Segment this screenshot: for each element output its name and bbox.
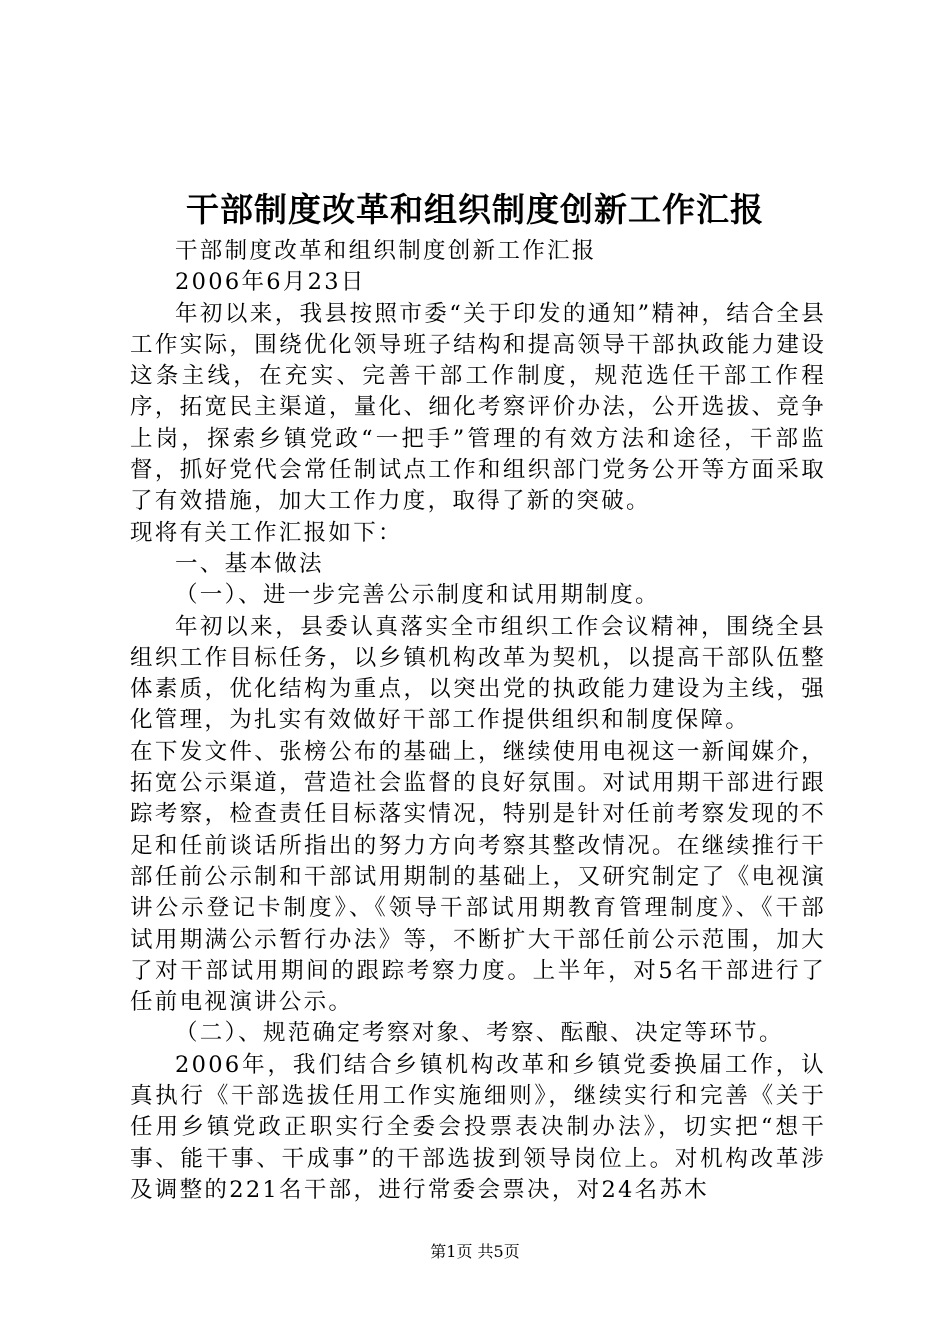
body-paragraph: 2006年，我们结合乡镇机构改革和乡镇党委换届工作，认真执行《干部选拔任用工作实施细则》，继续实行和完善《关于任用乡镇党政正职实行全委会投票表决制办法》，切实把“想干事、能干事、干成事”的干部选拔到领导岗位上。对机构改革涉及调整的221名干部，进行常委会票决，对24名苏木 bbox=[130, 1051, 826, 1203]
subsection-heading: （二）、规范确定考察对象、考察、酝酿、决定等环节。 bbox=[175, 1020, 784, 1047]
page-footer: 第1页 共5页 bbox=[430, 1242, 520, 1261]
document-title: 干部制度改革和组织制度创新工作汇报 bbox=[186, 190, 764, 229]
date-line: 2006年6月23日 bbox=[175, 269, 366, 296]
body-paragraph: 年初以来，我县按照市委“关于印发的通知”精神，结合全县工作实际，围绕优化领导班子结构和提高领导干部执政能力建设这条主线，在充实、完善干部工作制度，规范选任干部工作程序，拓宽民主渠道，量化、细化考察评价办法，公开选拔、竞争上岗，探索乡镇党政“一把手”管理的有效方法和途径，干部监督，抓好党代会常任制试点工作和组织部门党务公开等方面采取了有效措施，加大工作力度，取得了新的突破。 bbox=[130, 300, 826, 515]
body-paragraph: 现将有关工作汇报如下： bbox=[130, 519, 403, 546]
section-heading: 一、基本做法 bbox=[175, 550, 324, 577]
subtitle: 干部制度改革和组织制度创新工作汇报 bbox=[175, 238, 597, 264]
body-paragraph: 年初以来，县委认真落实全市组织工作会议精神，围绕全县组织工作目标任务，以乡镇机构改革为契机，以提高干部队伍整体素质，优化结构为重点，以突出党的执政能力建设为主线，强化管理，为扎实有效做好干部工作提供组织和制度保障。 bbox=[130, 613, 826, 734]
subsection-heading: （一）、进一步完善公示制度和试用期制度。 bbox=[175, 582, 660, 609]
body-paragraph: 在下发文件、张榜公布的基础上，继续使用电视这一新闻媒介，拓宽公示渠道，营造社会监督的良好氛围。对试用期干部进行跟踪考察，检查责任目标落实情况，特别是针对任前考察发现的不足和任前谈话所指出的努力方向考察其整改情况。在继续推行干部任前公示制和干部试用期制的基础上，又研究制定了《电视演讲公示登记卡制度》、《领导干部试用期教育管理制度》、《干部试用期满公示暂行办法》等，不断扩大干部任前公示范围，加大了对干部试用期间的跟踪考察力度。上半年，对5名干部进行了任前电视演讲公示。 bbox=[130, 738, 826, 1016]
document-body bbox=[130, 236, 826, 1206]
